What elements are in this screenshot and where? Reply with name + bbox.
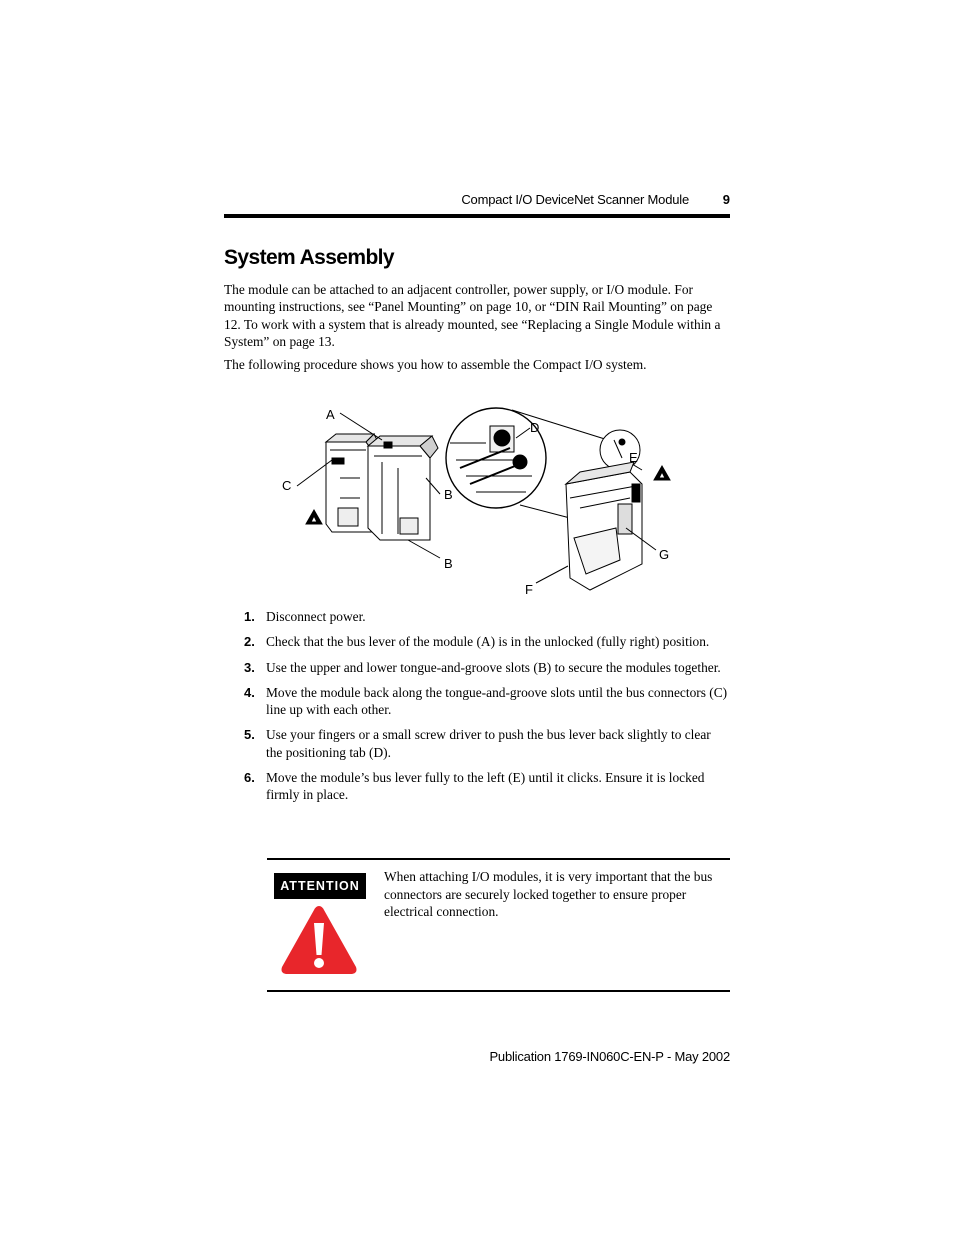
list-item (224, 633, 730, 650)
attention-top-rule (267, 858, 730, 860)
step-number: 1. (244, 609, 255, 624)
step-text: Move the module back along the tongue-and-groove slots until the bus connectors (C) line up with each other. (266, 684, 728, 718)
step-text: Check that the bus lever of the module (A) is in the unlocked (fully right) position. (266, 634, 710, 650)
step-text: Use your fingers or a small screw driver to push the bus lever back slightly to clear the positioning tab (D). (266, 727, 711, 760)
label-g: G (659, 547, 670, 562)
right-module-assembled (566, 462, 642, 590)
procedure-intro: The following procedure shows you how to assemble the Compact I/O system. (224, 357, 647, 372)
step-number: 4. (244, 684, 255, 700)
step-text: Move the module’s bus lever fully to the left (E) until it clicks. Ensure it is locked firmly in place. (266, 770, 705, 803)
intro-paragraph: The module can be attached to an adjacent controller, power supply, or I/O module. For mounting instructions, see “Panel Mounting” on page 10, or “DIN Rail Mounting” on page 12. To work with a system that is already mounted, see “Replacing a Single Module within a System” on page 13. (224, 282, 721, 349)
left-module-front (368, 436, 438, 540)
step-text: Use the upper and lower tongue-and-groove slots (B) to secure the modules together. (266, 659, 721, 675)
list-item (224, 769, 730, 804)
label-b-upper: B (444, 487, 453, 502)
publication-footer: Publication 1769-IN060C-EN-P - May 2002 (489, 1049, 730, 1064)
header-title: Compact I/O DeviceNet Scanner Module (461, 192, 689, 207)
page-number: 9 (722, 192, 730, 207)
label-b-lower: B (444, 556, 453, 571)
step-number: 3. (244, 659, 255, 675)
procedure-steps (224, 608, 730, 812)
label-e: E (629, 450, 638, 465)
step-number: 2. (244, 634, 255, 650)
list-item (224, 608, 730, 625)
step-number: 5. (244, 727, 255, 743)
label-f: F (525, 582, 533, 597)
running-header (224, 192, 730, 210)
step-text: Disconnect power. (266, 609, 366, 624)
assembly-figure (270, 398, 690, 603)
header-rule (224, 214, 730, 218)
label-d: D (530, 420, 540, 435)
list-item (224, 726, 730, 761)
list-item (224, 659, 730, 676)
label-a: A (326, 407, 335, 422)
label-c: C (282, 478, 292, 493)
list-item (224, 684, 730, 719)
attention-bottom-rule (267, 990, 730, 992)
step-number: 6. (244, 770, 255, 786)
warning-triangle-icon (279, 903, 359, 977)
esd-warning-icon (306, 510, 322, 524)
section-heading: System Assembly (224, 246, 394, 269)
esd-warning-icon-right (654, 466, 670, 480)
attention-text: When attaching I/O modules, it is very important that the bus connectors are securely locked together to ensure proper electrical connection. (384, 869, 713, 919)
attention-badge: ATTENTION (274, 873, 366, 899)
